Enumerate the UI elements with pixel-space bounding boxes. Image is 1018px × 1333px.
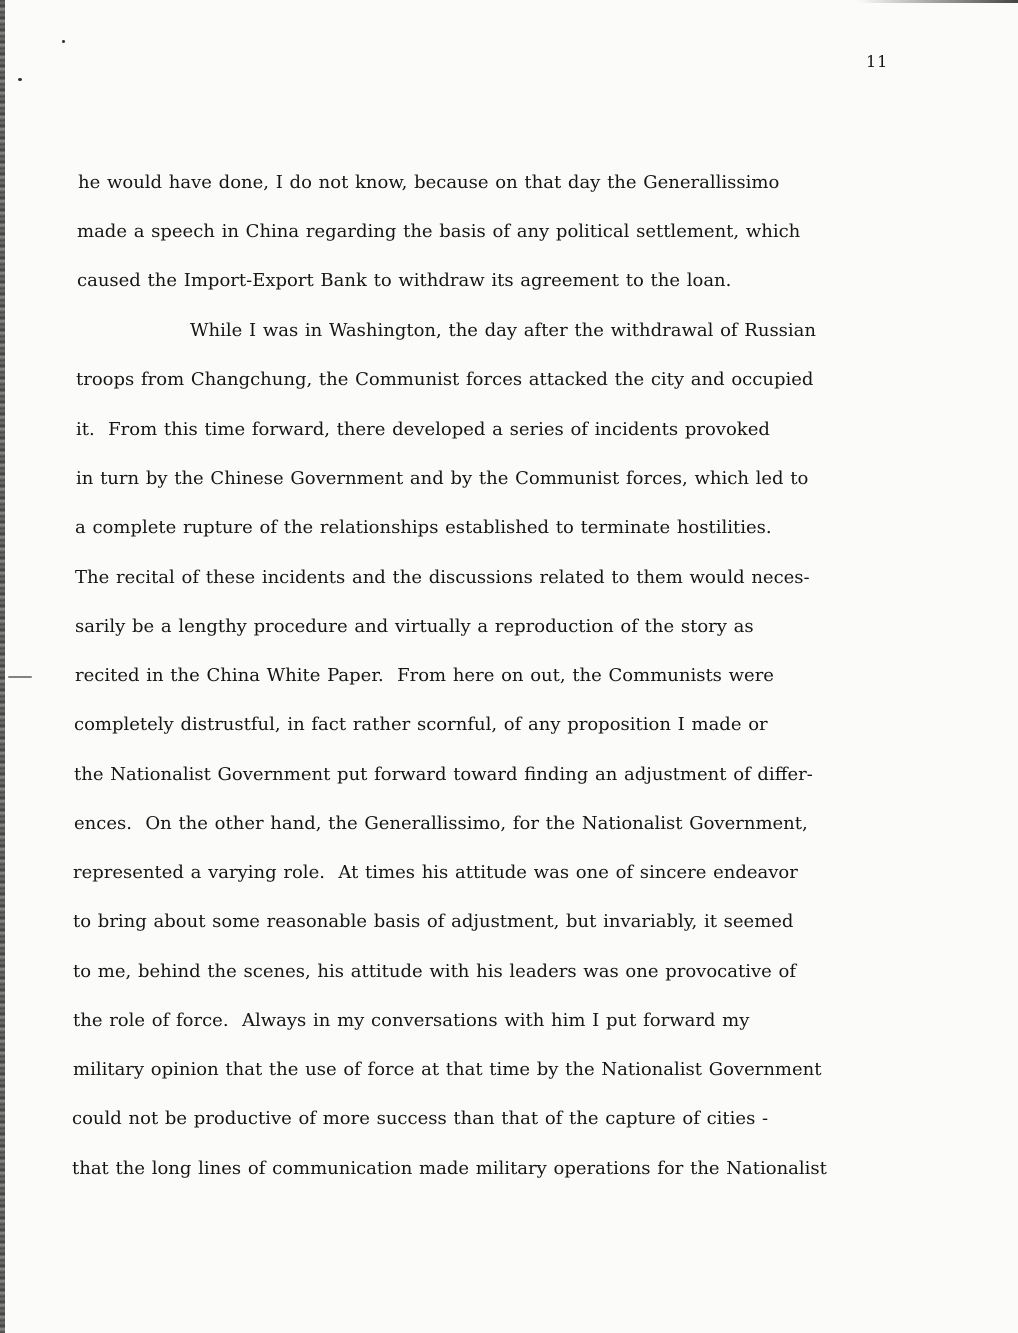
text-line: ences. On the other hand, the Generallissimo, for the Nationalist Government, xyxy=(74,813,808,834)
text-line: The recital of these incidents and the discussions related to them would neces- xyxy=(75,567,810,588)
text-line: the Nationalist Government put forward toward finding an adjustment of differ- xyxy=(74,764,813,785)
scan-speck xyxy=(18,78,22,81)
text-line: sarily be a lengthy procedure and virtually a reproduction of the story as xyxy=(75,616,754,637)
page-number: 11 xyxy=(866,52,889,71)
text-line: troops from Changchung, the Communist forces attacked the city and occupied xyxy=(76,369,814,390)
text-line: to bring about some reasonable basis of adjustment, but invariably, it seemed xyxy=(73,911,794,932)
text-line: While I was in Washington, the day after the withdrawal of Russian xyxy=(190,320,816,341)
text-line: a complete rupture of the relationships established to terminate hostilities. xyxy=(75,517,772,538)
scan-binding-edge xyxy=(0,0,5,1333)
text-line: it. From this time forward, there developed a series of incidents provoked xyxy=(76,419,770,440)
text-line: completely distrustful, in fact rather scornful, of any proposition I made or xyxy=(74,714,768,735)
text-line: he would have done, I do not know, because on that day the Generallissimo xyxy=(78,172,780,193)
text-line: to me, behind the scenes, his attitude with his leaders was one provocative of xyxy=(73,961,797,982)
scan-speck xyxy=(8,676,32,678)
scan-speck xyxy=(62,40,65,43)
text-line: in turn by the Chinese Government and by the Communist forces, which led to xyxy=(76,468,809,489)
scan-top-edge xyxy=(858,0,1018,3)
text-line: represented a varying role. At times his attitude was one of sincere endeavor xyxy=(73,862,798,883)
text-line: made a speech in China regarding the basis of any political settlement, which xyxy=(77,221,801,242)
text-line: the role of force. Always in my conversations with him I put forward my xyxy=(73,1010,750,1031)
text-line: recited in the China White Paper. From here on out, the Communists were xyxy=(75,665,774,686)
text-line: that the long lines of communication made military operations for the Nationalist xyxy=(72,1158,827,1179)
text-line: could not be productive of more success than that of the capture of cities - xyxy=(72,1108,769,1129)
text-line: military opinion that the use of force at that time by the Nationalist Government xyxy=(73,1059,822,1080)
text-line: caused the Import-Export Bank to withdraw its agreement to the loan. xyxy=(77,270,732,291)
